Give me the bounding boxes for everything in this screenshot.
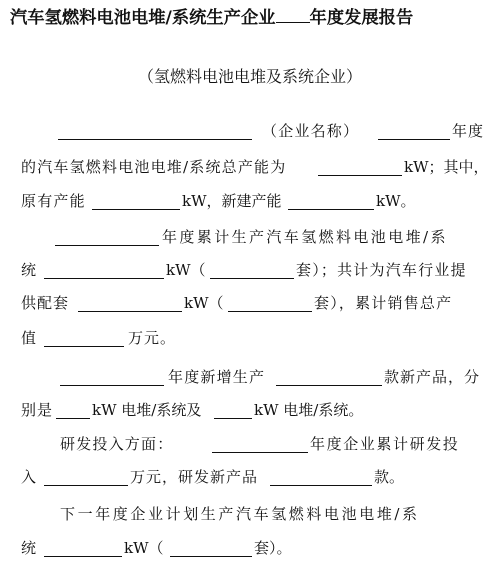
stack-kw-blank-1[interactable] xyxy=(56,418,90,419)
kw-among-text: kW；其中， xyxy=(404,158,489,176)
new-products-text: 年度新增生产 xyxy=(168,368,266,386)
kuan-text: 款。 xyxy=(374,468,405,486)
year-label: 年度 xyxy=(452,122,485,140)
next-year-kw-blank[interactable] xyxy=(44,556,122,557)
report-subtitle: （氢燃料电池电堆及系统企业） xyxy=(137,67,362,86)
new-products-suffix: 款新产品，分 xyxy=(384,368,481,386)
rd-year-blank[interactable] xyxy=(212,452,308,453)
wan-yuan-text: 万元。 xyxy=(128,329,177,347)
supply-prefix: 供配套 xyxy=(21,294,70,312)
new-capacity-blank[interactable] xyxy=(288,209,374,210)
next-year-prefix: 统 xyxy=(21,539,37,557)
sales-text: 套），累计销售总产 xyxy=(314,294,453,312)
respectively-prefix: 别是 xyxy=(21,401,54,419)
cumulative-year-blank[interactable] xyxy=(55,245,159,246)
new-products-year-blank[interactable] xyxy=(60,385,164,386)
existing-capacity-blank[interactable] xyxy=(92,209,180,210)
new-capacity-label: kW，新建产能 xyxy=(182,192,282,210)
rd-products-count-blank[interactable] xyxy=(270,485,372,486)
company-name-label: （企业名称） xyxy=(262,122,360,140)
new-products-count-blank[interactable] xyxy=(276,385,382,386)
next-year-sets-blank[interactable] xyxy=(170,556,252,557)
supply-total-text: 套）；共计为汽车行业提 xyxy=(296,261,467,279)
report-title xyxy=(10,8,494,27)
rd-input-prefix: 入 xyxy=(21,468,37,486)
title-part1: 汽车氢燃料电池电堆/系统生产企业 xyxy=(10,8,276,28)
total-capacity-blank[interactable] xyxy=(318,175,402,176)
supply-sets-blank[interactable] xyxy=(228,311,312,312)
value-prefix: 值 xyxy=(21,329,37,347)
cumulative-production-text: 年度累计生产汽车氢燃料电池电堆/系 xyxy=(162,228,448,246)
sales-value-blank[interactable] xyxy=(44,346,124,347)
report-year-blank[interactable] xyxy=(378,139,450,140)
supply-kw-blank[interactable] xyxy=(78,311,182,312)
stack-kw-text: kW 电堆/系统及 xyxy=(92,401,202,419)
stack-kw-blank-2[interactable] xyxy=(214,418,252,419)
rd-investment-blank[interactable] xyxy=(44,485,128,486)
system-prefix: 统 xyxy=(21,261,37,279)
cumulative-sets-blank[interactable] xyxy=(210,278,294,279)
next-year-sets-end: 套）。 xyxy=(254,539,292,557)
cumulative-kw-blank[interactable] xyxy=(44,278,164,279)
kw-paren2-text: kW（ xyxy=(184,294,224,312)
next-year-kw-text: kW（ xyxy=(124,539,164,557)
kw-end-text: kW。 xyxy=(376,192,416,210)
stack-kw-end-text: kW 电堆/系统。 xyxy=(254,401,364,419)
rd-year-text: 年度企业累计研发投 xyxy=(310,435,460,453)
rd-new-products-text: 万元，研发新产品 xyxy=(130,468,259,486)
title-blank[interactable] xyxy=(276,8,310,23)
existing-capacity-label: 原有产能 xyxy=(21,192,86,210)
next-year-plan-text: 下一年度企业计划生产汽车氢燃料电池电堆/系 xyxy=(60,505,420,523)
company-name-blank[interactable] xyxy=(58,139,252,140)
total-capacity-text: 的汽车氢燃料电池电堆/系统总产能为 xyxy=(21,158,287,176)
kw-paren-text: kW（ xyxy=(166,261,206,279)
title-part2: 年度发展报告 xyxy=(309,8,414,28)
rd-label: 研发投入方面： xyxy=(60,435,174,453)
